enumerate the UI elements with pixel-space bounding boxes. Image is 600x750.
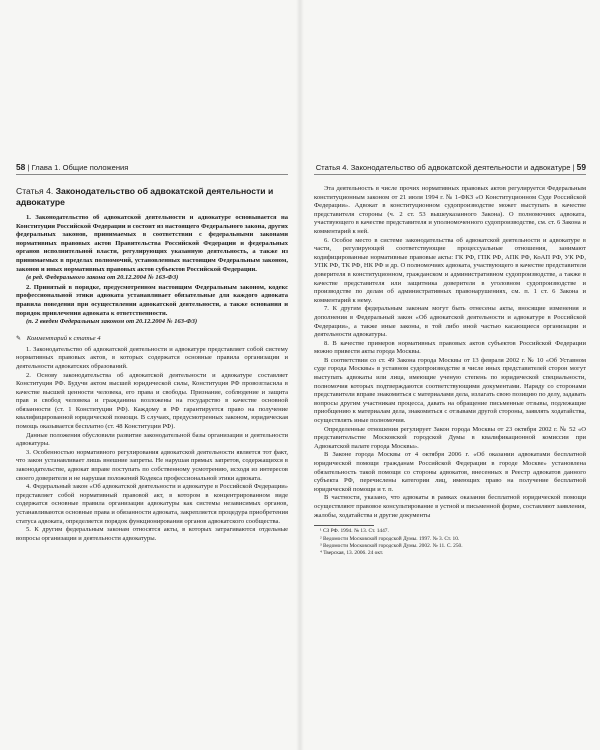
commentary-marker-icon: ✎ (16, 335, 22, 342)
body-paragraph: Эта деятельность в числе прочих нормативных правовых актов регулируется Федеральным конституционным законом от 21 июля 1994 г. № 1-ФКЗ «О Конституционном Суде Российской Федерации». Адвокат в конституционном судопроизводстве может выступать в качестве представителя стороны (ч. 2 ст. 53 вышеуказанного Закона). О полномочиях адвоката, участвующего в качестве представителя и уполномоченного судопроизводстве, см. ст. 6 Закона и комментарий к ней. (314, 185, 586, 235)
editorial-note-2: (п. 2 введен Федеральным законом от 20.12.2004 № 163-ФЗ) (26, 318, 198, 326)
commentary-paragraph: Данные положения обусловили развитие законодательной базы организации и деятельности адвокатуры. (16, 431, 288, 448)
body-paragraph: В соответствии со ст. 49 Закона города Москвы от 13 февраля 2002 г. № 10 «Об Уставном суде города Москвы» в уставном судопроизводстве в числе иных представителей сторон могут выступать адвокаты или лица, имеющие ученую степень по юридической специальности, полномочия которых подтверждаются соответствующими документами. Наряду со сторонами представители вправе знакомиться с материалами дела, излагать свою позицию по делу, задавать вопросы другим участникам процесса, давать на обращение письменные отзывы, подлежащие приобщению к материалам дела, знакомиться с отзывами другой стороны, заявлять ходатайства, осуществлять иные полномочия. (314, 356, 586, 425)
book-gutter-shadow (296, 0, 304, 750)
right-page-number: 59 (576, 162, 586, 172)
article-running-title: Статья 4. Законодательство об адвокатской деятельности и адвокатуре (315, 163, 571, 172)
commentary-paragraph: 4. Федеральный закон «Об адвокатской деятельности и адвокатуре в Российской Федерации» представляет собой нормативный правовой акт, в котором в концентрированном виде содержатся основные правила организации адвокатуры как системы независимых органов, устанавливаются основные права и обязанности адвоката, закрепляется процедура приобретения статуса адвоката, определяется порядок функционирования органов адвокатского сообщества. (16, 483, 288, 525)
commentary-paragraph: 1. Законодательство об адвокатской деятельности и адвокатуре представляет собой систему нормативных правовых актов, в которых содержатся основные правила организации и деятельности адвокатских образований. (16, 345, 288, 370)
right-page (300, 0, 600, 750)
footnote: ³ Ведомости Московской городской Думы. 2002. № 11. С. 250. (320, 542, 463, 549)
header-separator: | (27, 163, 30, 172)
commentary-paragraph: 5. К другим федеральным законам относятся акты, в которых затрагиваются отдельные вопросы организации и деятельности адвокатуры. (16, 526, 288, 542)
right-running-header (314, 160, 586, 175)
footnote-divider (314, 525, 374, 526)
chapter-title: Глава 1. Общие положения (31, 163, 129, 172)
article-title: Законодательство об адвокатской деятельности и адвокатуре (16, 186, 274, 207)
article-heading (16, 186, 288, 208)
body-paragraph: Определенные отношения регулирует Закон города Москвы от 23 октября 2002 г. № 52 «О представительстве Московской городской Думы в квалификационной комиссии при Адвокатской палате города Москвы». (314, 425, 586, 450)
commentary-heading (16, 334, 288, 344)
footnote: ¹ СЗ РФ. 1994. № 13. Ст. 1447. (320, 528, 389, 535)
commentary-paragraph: 2. Основу законодательства об адвокатской деятельности и адвокатуре составляет Конституция РФ. Будучи актом высшей юридической силы, Конституция РФ провозгласила в качестве высшей ценности человека, его права и свободы. Признание, соблюдение и защита прав и свобод человека и гражданина возложены на государство в качестве основной обязанности (ст. 1 Конституции РФ). Каждому в РФ гарантируется право на получение квалифицированной юридической помощи. В случаях, предусмотренных законом, юридическая помощь оказывается бесплатно (ст. 48 Конституции РФ). (16, 371, 288, 431)
body-paragraph: 6. Особое место в системе законодательства об адвокатской деятельности и адвокатуре в части, регулирующей соответствующие процессуальные отношения, занимают кодифицированные нормативные правовые акты: ГК РФ, ГПК РФ, АПК РФ, КоАП РФ, УК РФ, УПК РФ, ТК РФ, НК РФ и др. О полномочиях адвоката, участвующего в качестве представителя доверителя в конституционном, гражданском и административном судопроизводстве, а также в качестве представителя или защитника доверителя в уголовном судопроизводстве и производстве по делам об административных правонарушениях, см. п. 1 ст. 6 Закона и комментарий к нему. (314, 236, 586, 304)
body-paragraph: 8. В качестве примеров нормативных правовых актов субъектов Российской Федерации можно привести акты города Москвы. (314, 339, 586, 356)
article-label: Статья 4. (16, 186, 54, 196)
left-page-number: 58 (16, 162, 26, 172)
footnote: ² Ведомости Московской городской Думы. 1997. № 3. Ст. 10. (320, 535, 460, 542)
law-paragraph-2: 2. Принятый в порядке, предусмотренном настоящим Федеральным законом, кодекс профессиональной этики адвоката устанавливает обязательные для каждого адвоката правила поведения при осуществлении адвокатской деятельности, а также основания и порядок привлечения адвоката к ответственности. (16, 283, 288, 317)
left-running-header (16, 160, 288, 175)
header-separator: | (572, 163, 575, 172)
editorial-note-1: (в ред. Федерального закона от 20.12.2004 № 163-ФЗ) (26, 274, 179, 282)
left-text-column (16, 182, 288, 543)
commentary-paragraph: 3. Особенностью нормативного регулирования адвокатской деятельности является тот факт, что закон устанавливает лишь внешние запреты. Не нарушая прямых запретов, содержащихся в законодательстве, адвокат вправе поступать по собственному усмотрению, исходя из интересов своего доверителя и не нарушая положений Кодекса профессиональной этики адвоката. (16, 448, 288, 482)
body-paragraph: В Законе города Москвы от 4 октября 2006 г. «Об оказании адвокатами бесплатной юридической помощи гражданам Российской Федерации в городе Москве» установлена обязательность такой помощи со стороны адвокатов, внесенных в Реестр адвокатов данного субъекта РФ, перечислены категории лиц, имеющих право на получение бесплатной юридической помощи и т. п. (314, 451, 586, 493)
commentary-title: Комментарий к статье 4 (26, 334, 101, 342)
right-text-column (314, 182, 586, 558)
law-paragraph-1: 1. Законодательство об адвокатской деятельности и адвокатуре основывается на Конституции Российской Федерации и состоит из настоящего Федерального закона, других федеральных законов, принимаемых в соответствии с федеральными законами нормативных правовых актов Правительства Российской Федерации и федеральных органов исполнительной власти, регулирующих указанную деятельность, а также из принимаемых в пределах полномочий, установленных настоящим Федеральным законом, законов и иных нормативных правовых актов субъектов Российской Федерации. (16, 214, 288, 273)
body-paragraph: В частности, указано, что адвокаты в рамках оказания бесплатной юридической помощи осуществляют правовое консультирование в устной и письменной форме, составляют заявления, жалобы, ходатайства и другие документы (314, 494, 586, 519)
footnote: ⁴ Тверская, 13. 2006. 24 окт. (320, 550, 384, 557)
body-paragraph: 7. К другим федеральным законам могут быть отнесены акты, вносящие изменения и дополнения в Федеральный закон «Об адвокатской деятельности и адвокатуре в Российской Федерации», а также иные законы, в той либо иной частью касающиеся организации и деятельности адвокатуры. (314, 305, 586, 339)
